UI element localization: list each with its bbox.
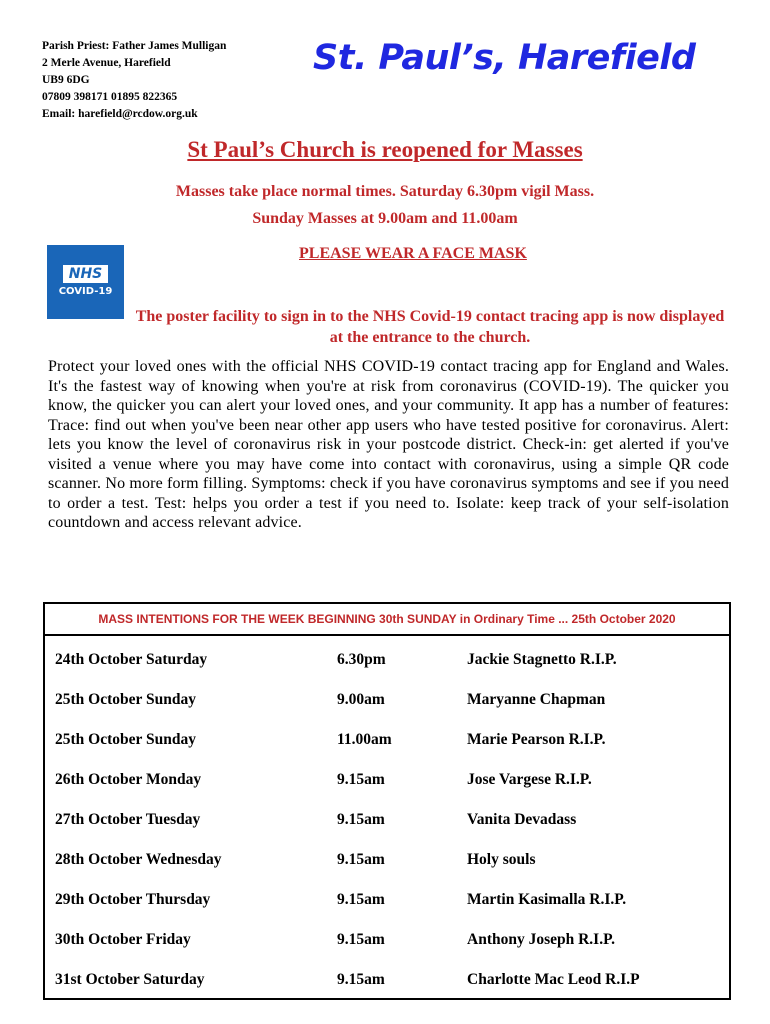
mass-row (45, 838, 729, 878)
notice-sunday-masses: Sunday Masses at 9.00am and 11.00am (252, 210, 518, 227)
headline: St Paul’s Church is reopened for Masses (187, 137, 583, 162)
mass-row (45, 718, 729, 758)
mass-intention: Charlotte Mac Leod R.I.P (467, 971, 640, 988)
mass-time: 9.15am (337, 771, 385, 788)
mass-row (45, 758, 729, 798)
parish-contact-block (42, 38, 226, 123)
mass-day: 29th October Thursday (55, 891, 211, 908)
mass-time: 6.30pm (337, 651, 386, 668)
mass-intention: Holy souls (467, 851, 536, 868)
mass-day: 25th October Sunday (55, 731, 196, 748)
intentions-heading: MASS INTENTIONS FOR THE WEEK BEGINNING 30th SUNDAY in Ordinary Time ... 25th October 2020 (98, 612, 676, 626)
mass-intention: Martin Kasimalla R.I.P. (467, 891, 627, 908)
parish-postcode: UB9 6DG (42, 74, 90, 86)
mass-time: 11.00am (337, 731, 392, 748)
covid-app-description: Protect your loved ones with the official NHS COVID-19 contact tracing app for England and Wales. It's the fastest way of knowing when you're at risk from coronavirus (COVID-19). The quicker you know, the quicker you can alert your loved ones, and your community. It app has a number of features: Trace: find out when you've been near other app users who have tested positive for coronavirus. Alert: lets you know the level of coronavirus risk in your postcode district. Check-in: get alerted if you've visited a venue where you may have come into contact with coronavirus, using a simple QR code scanner. No more form filling. Symptoms: check if you have coronavirus symptoms and see if you need to order a test. Test: helps you order a test if you need to. Isolate: keep track of your self-isolation countdown and access relevant advice. (48, 358, 729, 531)
mass-day: 27th October Tuesday (55, 811, 201, 828)
mass-intention: Jackie Stagnetto R.I.P. (467, 651, 617, 668)
mass-time: 9.15am (337, 851, 385, 868)
intentions-heading-box (43, 602, 731, 636)
mass-day: 26th October Monday (55, 771, 202, 788)
face-mask-notice: PLEASE WEAR A FACE MASK (299, 245, 527, 262)
mass-day: 24th October Saturday (55, 651, 208, 668)
mass-row (45, 958, 729, 998)
poster-notice: The poster facility to sign in to the NHS Covid-19 contact tracing app is now displayed at the entrance to the church. (135, 308, 725, 346)
mass-row (45, 878, 729, 918)
mass-row (45, 798, 729, 838)
mass-day: 25th October Sunday (55, 691, 196, 708)
mass-row (45, 678, 729, 718)
nhs-covid-logo (47, 245, 124, 319)
parish-phones: 07809 398171 01895 822365 (42, 91, 178, 103)
mass-time: 9.00am (337, 691, 385, 708)
mass-time: 9.15am (337, 891, 385, 908)
mass-day: 28th October Wednesday (55, 851, 222, 868)
mass-time: 9.15am (337, 971, 385, 988)
mass-intention: Jose Vargese R.I.P. (467, 771, 592, 788)
mass-intention: Marie Pearson R.I.P. (467, 731, 606, 748)
mass-day: 31st October Saturday (55, 971, 205, 988)
mass-time: 9.15am (337, 931, 385, 948)
mass-intention: Anthony Joseph R.I.P. (467, 931, 616, 948)
notice-saturday-vigil: Masses take place normal times. Saturday 6.30pm vigil Mass. (175, 183, 595, 200)
mass-intention: Maryanne Chapman (467, 691, 606, 708)
parish-email: Email: harefield@rcdow.org.uk (42, 108, 198, 120)
mass-intentions-table (43, 636, 731, 1000)
parish-address: 2 Merle Avenue, Harefield (42, 57, 171, 69)
mass-intention: Vanita Devadass (467, 811, 577, 828)
mass-day: 30th October Friday (55, 931, 191, 948)
nhs-logo-text: NHS (63, 265, 108, 283)
nhs-logo-subtext: COVID-19 (58, 286, 113, 297)
mass-row (45, 918, 729, 958)
mass-row (45, 638, 729, 678)
mass-time: 9.15am (337, 811, 385, 828)
parish-title: St. Paul’s, Harefield (313, 38, 696, 78)
parish-priest: Parish Priest: Father James Mulligan (42, 40, 227, 52)
